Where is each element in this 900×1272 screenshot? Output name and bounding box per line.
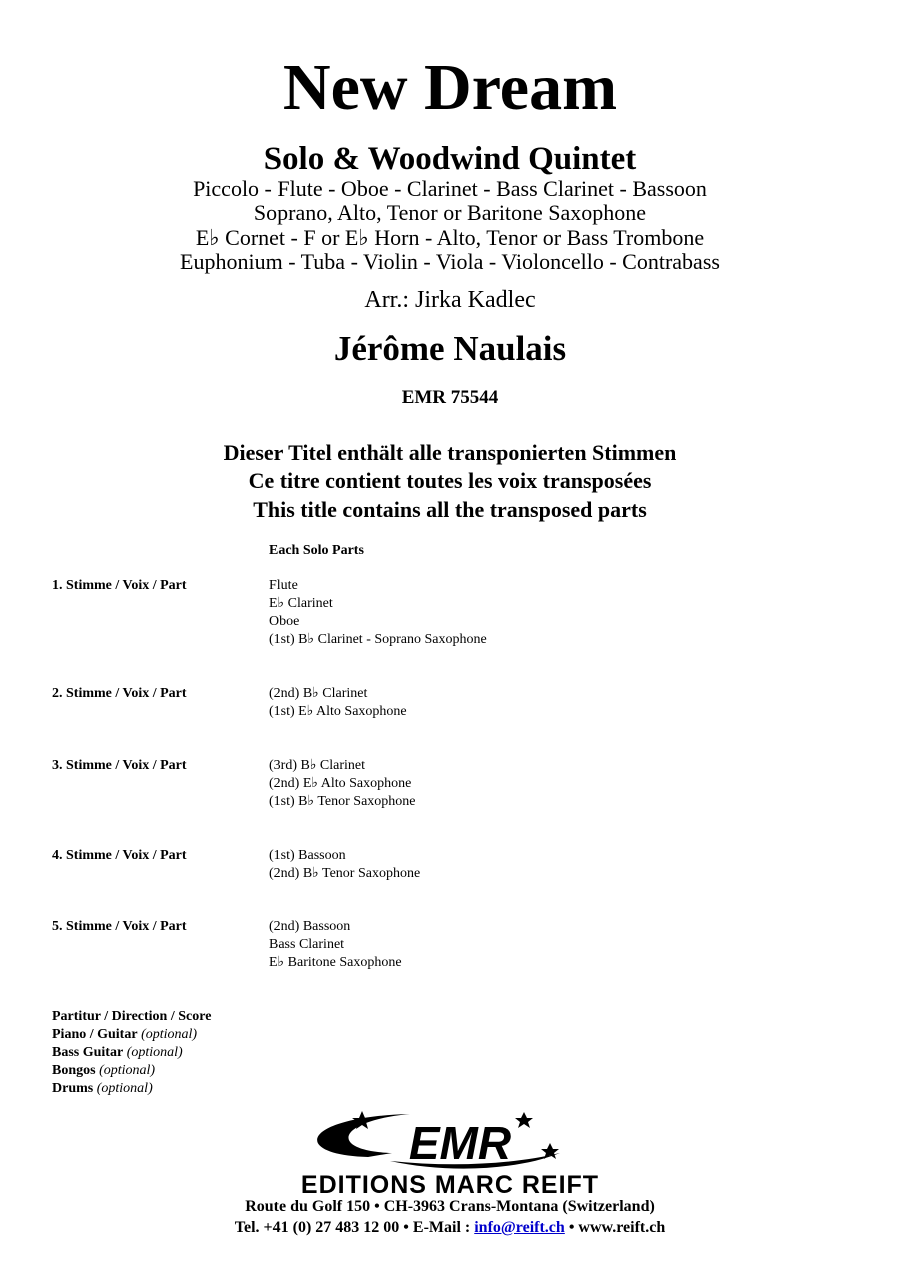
extra-part-name: Bass Guitar xyxy=(52,1045,124,1060)
instrumentation-line: Soprano, Alto, Tenor or Baritone Saxophone xyxy=(253,200,647,225)
list-item: (1st) B♭ Tenor Saxophone xyxy=(269,794,416,809)
solo-parts-header: Each Solo Parts xyxy=(269,543,364,558)
email-label: E-Mail : xyxy=(412,1219,471,1236)
page-title: New Dream xyxy=(282,51,618,124)
instrumentation-line: Euphonium - Tuba - Violin - Viola - Violoncello - Contrabass xyxy=(180,249,720,274)
list-item: (2nd) Bassoon xyxy=(269,919,351,934)
email-link[interactable]: info@reift.ch xyxy=(474,1219,565,1236)
list-item: (1st) B♭ Clarinet - Soprano Saxophone xyxy=(269,632,487,647)
list-item: (2nd) B♭ Tenor Saxophone xyxy=(269,866,421,881)
optional-note: (optional) xyxy=(141,1027,198,1042)
list-item xyxy=(52,1026,211,1044)
list-item: Flute xyxy=(269,578,298,593)
extra-parts-list xyxy=(52,1008,211,1098)
catalog-number: EMR 75544 xyxy=(401,387,499,408)
composer: Jérôme Naulais xyxy=(333,329,567,368)
list-item: (3rd) B♭ Clarinet xyxy=(269,758,366,773)
list-item: Bass Clarinet xyxy=(269,937,345,952)
list-item: (2nd) B♭ Clarinet xyxy=(269,686,368,701)
list-item: E♭ Baritone Saxophone xyxy=(269,955,402,970)
star-icon xyxy=(515,1112,533,1128)
telephone: Tel. +41 (0) 27 483 12 00 xyxy=(234,1219,400,1236)
part-label: 3. Stimme / Voix / Part xyxy=(52,758,187,773)
list-item: (1st) E♭ Alto Saxophone xyxy=(269,704,407,719)
part-instrument-list xyxy=(269,757,416,811)
publisher-address: Route du Golf 150 • CH-3963 Crans-Montana (Switzerland) xyxy=(245,1198,655,1215)
list-item xyxy=(52,1008,211,1026)
publisher-logo xyxy=(240,1105,660,1197)
website[interactable]: www.reift.ch xyxy=(578,1219,666,1236)
part-instrument-list xyxy=(269,577,487,649)
optional-note: (optional) xyxy=(96,1081,153,1096)
optional-note: (optional) xyxy=(126,1045,183,1060)
list-item: (2nd) E♭ Alto Saxophone xyxy=(269,776,412,791)
part-label: 1. Stimme / Voix / Part xyxy=(52,578,187,593)
instrumentation-line: Piccolo - Flute - Oboe - Clarinet - Bass Clarinet - Bassoon xyxy=(193,176,707,201)
list-item xyxy=(52,1062,211,1080)
extra-part-name: Bongos xyxy=(52,1063,96,1078)
extra-part-name: Drums xyxy=(52,1081,94,1096)
arranger: Arr.: Jirka Kadlec xyxy=(364,287,536,313)
subtitle: Solo & Woodwind Quintet xyxy=(263,141,637,177)
extra-part-name: Partitur / Direction / Score xyxy=(52,1009,212,1024)
extra-part-name: Piano / Guitar xyxy=(52,1027,138,1042)
part-label: 5. Stimme / Voix / Part xyxy=(52,919,187,934)
list-item: E♭ Clarinet xyxy=(269,596,333,611)
part-instrument-list xyxy=(269,847,420,883)
publisher-name: EDITIONS MARC REIFT xyxy=(300,1171,600,1197)
part-instrument-list xyxy=(269,685,407,721)
list-item: (1st) Bassoon xyxy=(269,848,346,863)
notice-german: Dieser Titel enthält alle transponierten Stimmen xyxy=(223,440,677,465)
notice-english: This title contains all the transposed parts xyxy=(253,497,647,522)
instrumentation-line: E♭ Cornet - F or E♭ Horn - Alto, Tenor or Bass Trombone xyxy=(195,225,705,250)
part-label: 4. Stimme / Voix / Part xyxy=(52,848,187,863)
notice-french: Ce titre contient toutes les voix transposées xyxy=(248,468,652,493)
list-item xyxy=(52,1080,211,1098)
list-item xyxy=(52,1044,211,1062)
list-item: Oboe xyxy=(269,614,300,629)
part-instrument-list xyxy=(269,918,402,972)
optional-note: (optional) xyxy=(99,1063,156,1078)
logo-text: EMR xyxy=(408,1117,512,1169)
publisher-contact: Tel. +41 (0) 27 483 12 00 • E-Mail : info@reift.ch • www.reift.ch xyxy=(234,1219,666,1236)
part-label: 2. Stimme / Voix / Part xyxy=(52,686,187,701)
